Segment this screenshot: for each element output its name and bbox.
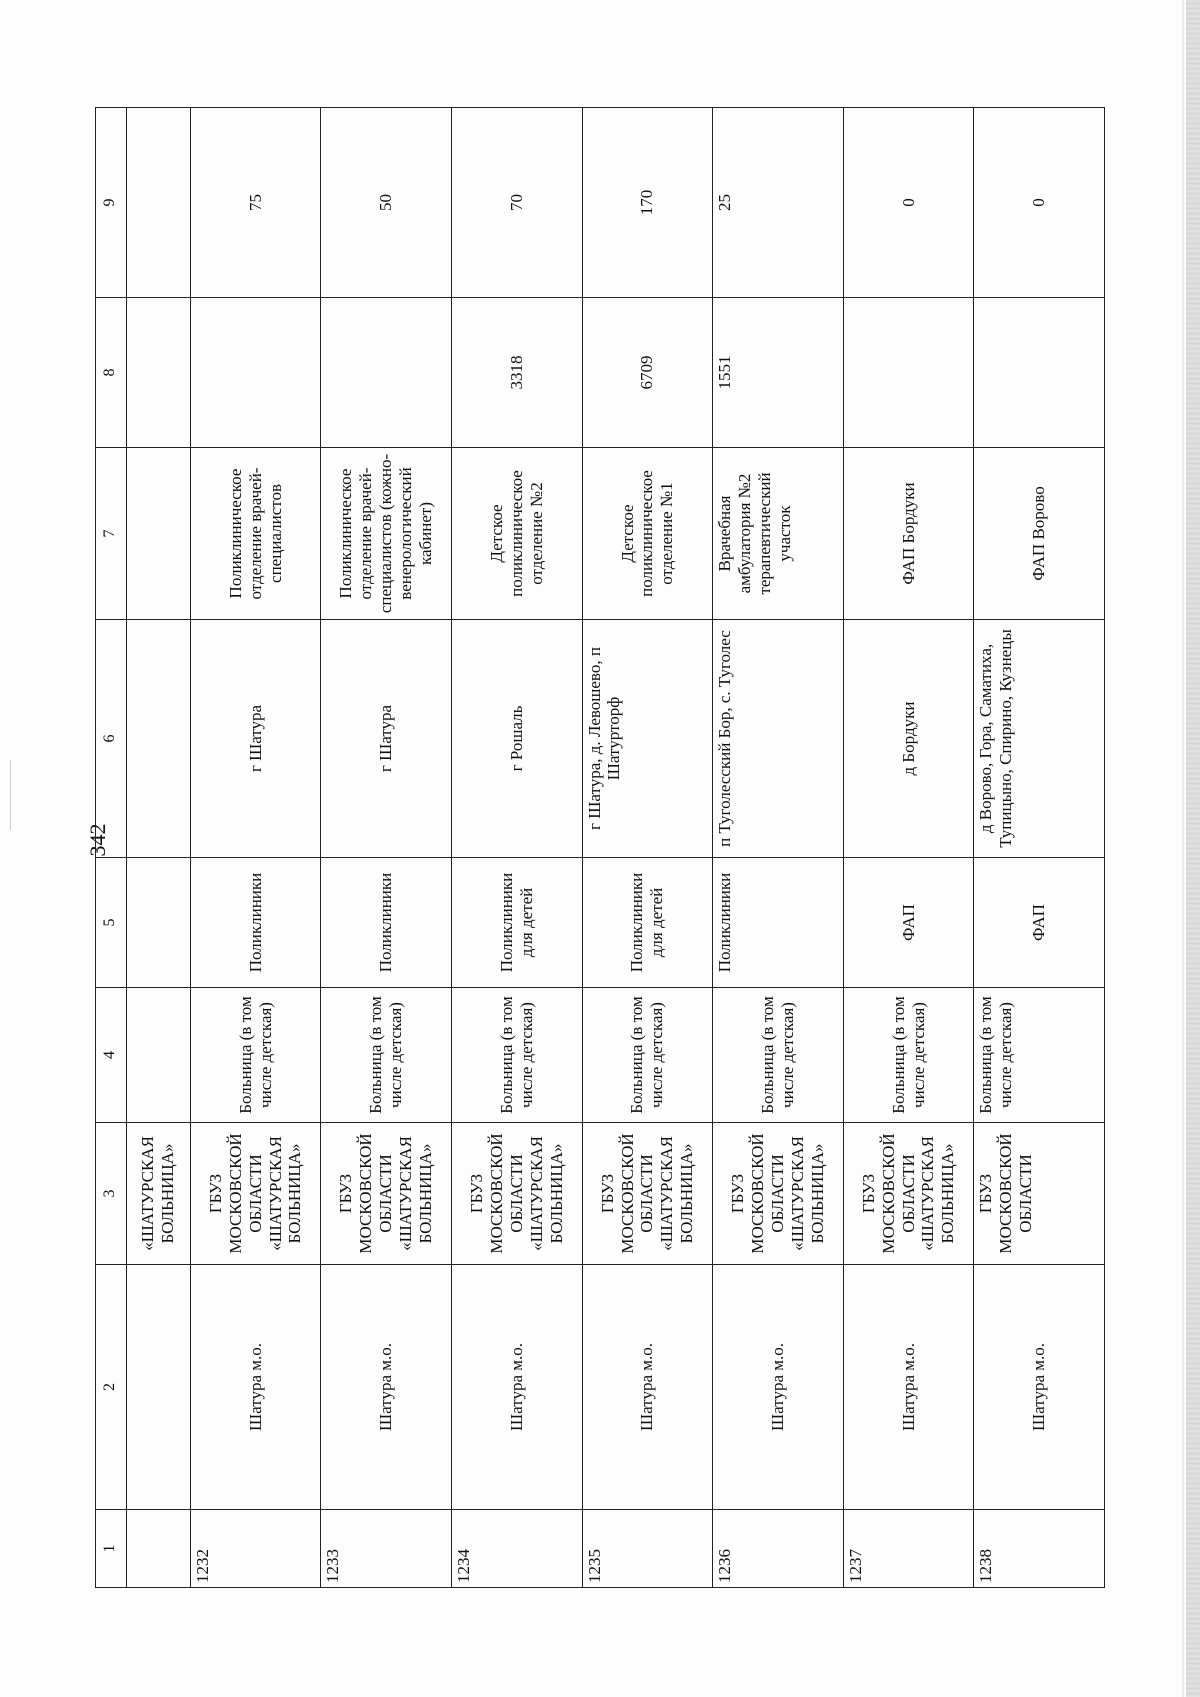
table-cell: [126, 620, 190, 858]
value-cell: 170: [582, 108, 713, 298]
location-cell: г Рошаль: [451, 620, 582, 858]
value-cell: 75: [190, 108, 321, 298]
value-cell: [974, 298, 1105, 448]
facility-kind-cell: ФАП: [974, 858, 1105, 988]
district-cell: Шатура м.о.: [582, 1265, 713, 1510]
rotated-table-wrapper: [95, 108, 1105, 1588]
row-number: 1233: [321, 1510, 452, 1588]
table-row: [321, 108, 452, 1588]
table-row: [190, 108, 321, 1588]
table-row: [451, 108, 582, 1588]
facility-kind-cell: Поликлиники: [321, 858, 452, 988]
location-cell: г Шатура, д. Левошево, п Шатурторф: [582, 620, 713, 858]
unit-cell: Поликлиническое отделение врачей-специалистов (кожно-венерологический кабинет): [321, 448, 452, 620]
value-cell: 3318: [451, 298, 582, 448]
col-header: 4: [96, 988, 127, 1123]
unit-cell: ФАП Ворово: [974, 448, 1105, 620]
page-number: 342: [85, 823, 110, 857]
value-cell: 50: [321, 108, 452, 298]
district-cell: Шатура м.о.: [451, 1265, 582, 1510]
col-header: 5: [96, 858, 127, 988]
facility-kind-cell: Поликлиники: [713, 858, 844, 988]
col-header: 8: [96, 298, 127, 448]
unit-cell: Детское поликлиническое отделение №2: [451, 448, 582, 620]
unit-cell: Детское поликлиническое отделение №1: [582, 448, 713, 620]
value-cell: 6709: [582, 298, 713, 448]
district-cell: Шатура м.о.: [843, 1265, 974, 1510]
table-cell: [126, 448, 190, 620]
col-header: 6: [96, 620, 127, 858]
table-cell: [126, 108, 190, 298]
column-number-row: [96, 108, 127, 1588]
facility-type-cell: Больница (в том числе детская): [321, 988, 452, 1123]
col-header: 1: [96, 1510, 127, 1588]
facility-kind-cell: ФАП: [843, 858, 974, 988]
col-header: 3: [96, 1123, 127, 1265]
table-row: [582, 108, 713, 1588]
facility-type-cell: Больница (в том числе детская): [451, 988, 582, 1123]
facility-kind-cell: Поликлиники для детей: [451, 858, 582, 988]
value-cell: 1551: [713, 298, 844, 448]
facility-kind-cell: Поликлиники: [190, 858, 321, 988]
scan-edge-artifact: [1186, 0, 1200, 1697]
organization-cell: ГБУЗ МОСКОВСКОЙ ОБЛАСТИ «ШАТУРСКАЯ БОЛЬНИЦА»: [582, 1123, 713, 1265]
value-cell: [321, 298, 452, 448]
organization-cell: ГБУЗ МОСКОВСКОЙ ОБЛАСТИ «ШАТУРСКАЯ БОЛЬНИЦА»: [451, 1123, 582, 1265]
scan-mark: [10, 760, 11, 830]
facility-type-cell: Больница (в том числе детская): [582, 988, 713, 1123]
organization-cell: ГБУЗ МОСКОВСКОЙ ОБЛАСТИ «ШАТУРСКАЯ БОЛЬНИЦА»: [321, 1123, 452, 1265]
facility-type-cell: Больница (в том числе детская): [713, 988, 844, 1123]
district-cell: Шатура м.о.: [713, 1265, 844, 1510]
col-header: 9: [96, 108, 127, 298]
unit-cell: Поликлиническое отделение врачей-специалистов: [190, 448, 321, 620]
location-cell: г Шатура: [321, 620, 452, 858]
table-row: [713, 108, 844, 1588]
row-number: 1237: [843, 1510, 974, 1588]
district-cell: Шатура м.о.: [321, 1265, 452, 1510]
table-cell: [126, 1510, 190, 1588]
facility-type-cell: Больница (в том числе детская): [190, 988, 321, 1123]
table-row: [843, 108, 974, 1588]
organization-cell: ГБУЗ МОСКОВСКОЙ ОБЛАСТИ «ШАТУРСКАЯ БОЛЬНИЦА»: [190, 1123, 321, 1265]
continuation-row: [126, 108, 190, 1588]
row-number: 1236: [713, 1510, 844, 1588]
col-header: 2: [96, 1265, 127, 1510]
value-cell: 0: [974, 108, 1105, 298]
facility-type-cell: Больница (в том числе детская): [843, 988, 974, 1123]
table-cell: [126, 988, 190, 1123]
location-cell: д Ворово, Гора, Саматиха, Тупицыно, Спирино, Кузнецы: [974, 620, 1105, 858]
row-number: 1235: [582, 1510, 713, 1588]
organization-cell: ГБУЗ МОСКОВСКОЙ ОБЛАСТИ «ШАТУРСКАЯ БОЛЬНИЦА»: [843, 1123, 974, 1265]
row-number: 1232: [190, 1510, 321, 1588]
table-cell: [126, 298, 190, 448]
location-cell: п Туголесский Бор, с. Туголес: [713, 620, 844, 858]
value-cell: [190, 298, 321, 448]
location-cell: д Бордуки: [843, 620, 974, 858]
organization-cell: ГБУЗ МОСКОВСКОЙ ОБЛАСТИ «ШАТУРСКАЯ БОЛЬНИЦА»: [713, 1123, 844, 1265]
table-cell: «ШАТУРСКАЯ БОЛЬНИЦА»: [126, 1123, 190, 1265]
organization-cell: ГБУЗ МОСКОВСКОЙ ОБЛАСТИ: [974, 1123, 1105, 1265]
table-cell: [126, 858, 190, 988]
table-row: [974, 108, 1105, 1588]
value-cell: [843, 298, 974, 448]
unit-cell: Врачебная амбулатория №2 терапевтический участок: [713, 448, 844, 620]
col-header: 7: [96, 448, 127, 620]
value-cell: 0: [843, 108, 974, 298]
location-cell: г Шатура: [190, 620, 321, 858]
unit-cell: ФАП Бордуки: [843, 448, 974, 620]
value-cell: 25: [713, 108, 844, 298]
facility-type-cell: Больница (в том числе детская): [974, 988, 1105, 1123]
value-cell: 70: [451, 108, 582, 298]
row-number: 1238: [974, 1510, 1105, 1588]
medical-facilities-table: [95, 107, 1105, 1588]
facility-kind-cell: Поликлиники для детей: [582, 858, 713, 988]
district-cell: Шатура м.о.: [190, 1265, 321, 1510]
table-cell: [126, 1265, 190, 1510]
scan-edge-line: [1182, 0, 1184, 1697]
district-cell: Шатура м.о.: [974, 1265, 1105, 1510]
row-number: 1234: [451, 1510, 582, 1588]
